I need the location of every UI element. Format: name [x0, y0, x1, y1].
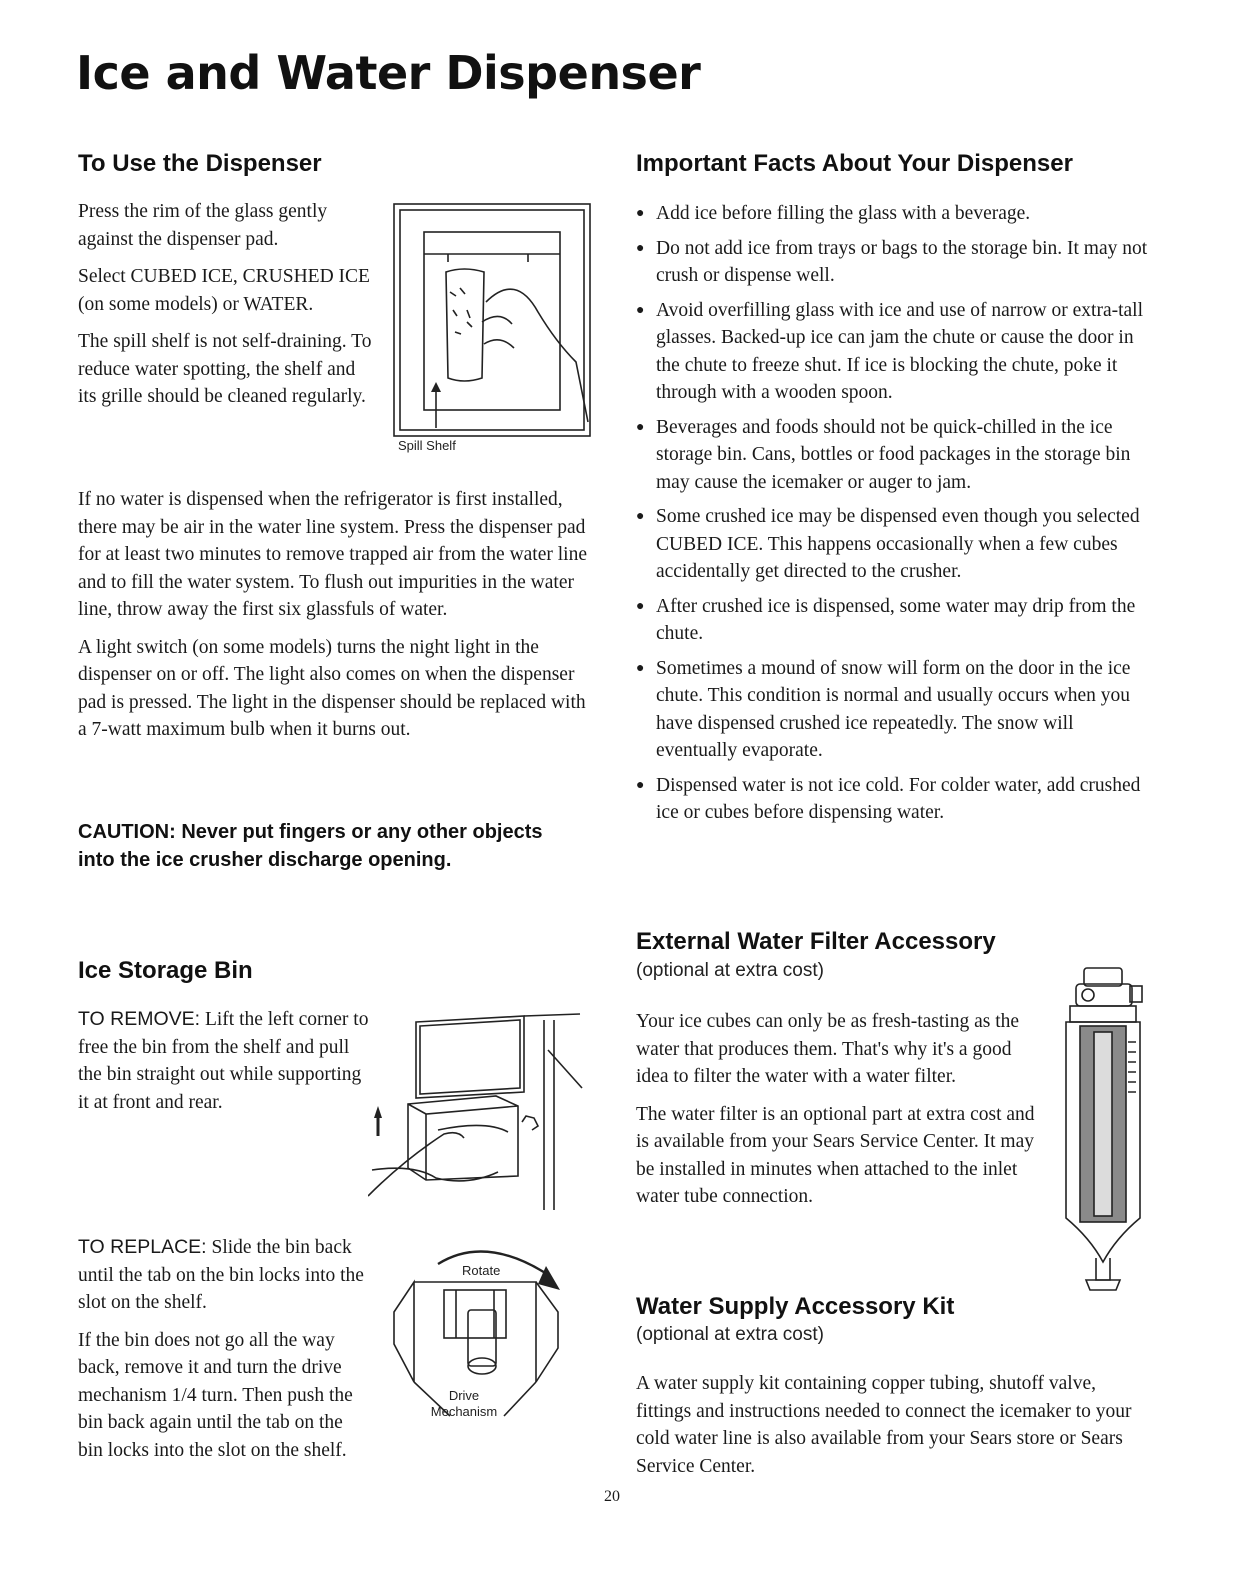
external-filter-paragraph-1: Your ice cubes can only be as fresh-tasting as the water that produces them. That's why it's a good idea to filter the water with a water filter. [636, 1011, 1020, 1087]
important-facts-heading: Important Facts About Your Dispenser [636, 150, 1073, 177]
rotate-label: Rotate [462, 1263, 501, 1278]
external-filter-paragraph-2: The water filter is an optional part at extra cost and is available from your Sears Service Center. It may be installed in minutes when attached to the inlet water tube connection. [636, 1103, 1035, 1207]
mechanism-label: Mechanism [430, 1404, 498, 1419]
list-item [636, 503, 1156, 586]
use-dispenser-details [78, 486, 598, 754]
bullet-icon: ● [636, 660, 645, 676]
caution-notice: CAUTION: Never put fingers or any other objects into the ice crusher discharge opening. [78, 821, 543, 871]
external-filter-heading: External Water Filter Accessory [636, 928, 996, 955]
water-supply-kit-paragraph-1: A water supply kit containing copper tubing, shutoff valve, fittings and instructions needed to connect the icemaker to your cold water line is also available from your Sears store or Sears Service Center. [636, 1373, 1132, 1477]
bullet-icon: ● [636, 509, 645, 524]
bin-paragraph-3: If the bin does not go all the way back, remove it and turn the drive mechanism 1/4 turn. Then push the bin back again until the tab on the bin locks into the slot on the shelf. [78, 1329, 353, 1461]
remove-text: Lift the left corner to free the bin from the shelf and pull the bin straight out while supporting it at front and rear. [78, 1009, 369, 1113]
water-filter-drawing [1056, 962, 1148, 1292]
external-filter-body [636, 1008, 1046, 1221]
ice-bin-illustration [368, 1010, 594, 1216]
dispenser-illustration [388, 202, 596, 454]
fact-text: Avoid overfilling glass with ice and use of narrow or extra-tall glasses. Backed-up ice can jam the chute or cause the door in the chute to freeze shut. If ice is blocking the chute, poke it through with a wooden spoon. [656, 299, 1143, 403]
list-item [636, 297, 1156, 407]
list-item [636, 414, 1156, 497]
replace-lead: TO REPLACE: [78, 1236, 207, 1258]
drive-label: Drive [448, 1388, 480, 1403]
page-number: 20 [604, 1488, 620, 1505]
bullet-icon: ● [636, 777, 645, 793]
ice-storage-bin-heading: Ice Storage Bin [78, 957, 253, 984]
external-filter-subheading: (optional at extra cost) [636, 960, 824, 981]
list-item [636, 772, 1156, 827]
water-supply-kit-subheading: (optional at extra cost) [636, 1324, 824, 1345]
bullet-icon: ● [636, 419, 645, 435]
bullet-icon: ● [636, 598, 645, 614]
replace-text: Slide the bin back until the tab on the bin locks into the slot on the shelf. [78, 1237, 364, 1313]
use-dispenser-paragraph-2: Select CUBED ICE, CRUSHED ICE (on some models) or WATER. [78, 266, 370, 315]
use-dispenser-paragraph-4: If no water is dispensed when the refrigerator is first installed, there may be air in the water line system. Press the dispenser pad for at least two minutes to remove trapped air from the water line and to fill the water system. To flush out impurities in the water line, throw away the first six glassfuls of water. [78, 489, 587, 620]
dispenser-drawing [388, 202, 596, 454]
ice-bin-drawing [368, 1010, 594, 1216]
fact-text: Dispensed water is not ice cold. For colder water, add crushed ice or cubes before dispensing water. [656, 774, 1141, 823]
fact-text: Do not add ice from trays or bags to the storage bin. It may not crush or dispense well. [656, 237, 1148, 286]
bin-replace-instructions [78, 1234, 370, 1474]
list-item [636, 200, 1156, 228]
use-dispenser-paragraph-3: The spill shelf is not self-draining. To reduce water spotting, the shelf and its grille should be cleaned regularly. [78, 331, 372, 407]
remove-lead: TO REMOVE: [78, 1008, 201, 1030]
bullet-icon: ● [636, 206, 645, 221]
fact-text: Sometimes a mound of snow will form on the door in the ice chute. This condition is normal and usually occurs when you have dispensed crushed ice repeatedly. The snow will eventually evaporate. [656, 657, 1131, 761]
fact-text: After crushed ice is dispensed, some water may drip from the chute. [656, 595, 1136, 644]
water-filter-illustration [1056, 962, 1148, 1292]
fact-text: Add ice before filling the glass with a beverage. [656, 203, 1031, 224]
important-facts-list [636, 200, 1156, 834]
use-dispenser-paragraph-1: Press the rim of the glass gently against the dispenser pad. [78, 201, 328, 250]
bin-remove-instructions [78, 1006, 370, 1126]
fact-text: Some crushed ice may be dispensed even though you selected CUBED ICE. This happens occasionally when a few cubes accidentally get directed to the crusher. [656, 506, 1140, 582]
use-dispenser-heading: To Use the Dispenser [78, 150, 322, 177]
fact-text: Beverages and foods should not be quick-chilled in the ice storage bin. Cans, bottles or food packages in the storage bin may cause the icemaker or auger to jam. [656, 416, 1131, 493]
list-item [636, 655, 1156, 765]
list-item [636, 235, 1156, 290]
water-supply-kit-body [636, 1370, 1156, 1490]
bullet-icon: ● [636, 240, 645, 256]
list-item [636, 593, 1156, 648]
page-title: Ice and Water Dispenser [76, 46, 701, 100]
spill-shelf-label: Spill Shelf [398, 438, 456, 453]
water-supply-kit-heading: Water Supply Accessory Kit [636, 1293, 955, 1320]
use-dispenser-intro [78, 198, 378, 421]
use-dispenser-paragraph-5: A light switch (on some models) turns the night light in the dispenser on or off. The light also comes on when the dispenser pad is pressed. The light in the dispenser should be replaced with a 7-watt maximum bulb when it burns out. [78, 636, 586, 740]
bullet-icon: ● [636, 302, 645, 318]
